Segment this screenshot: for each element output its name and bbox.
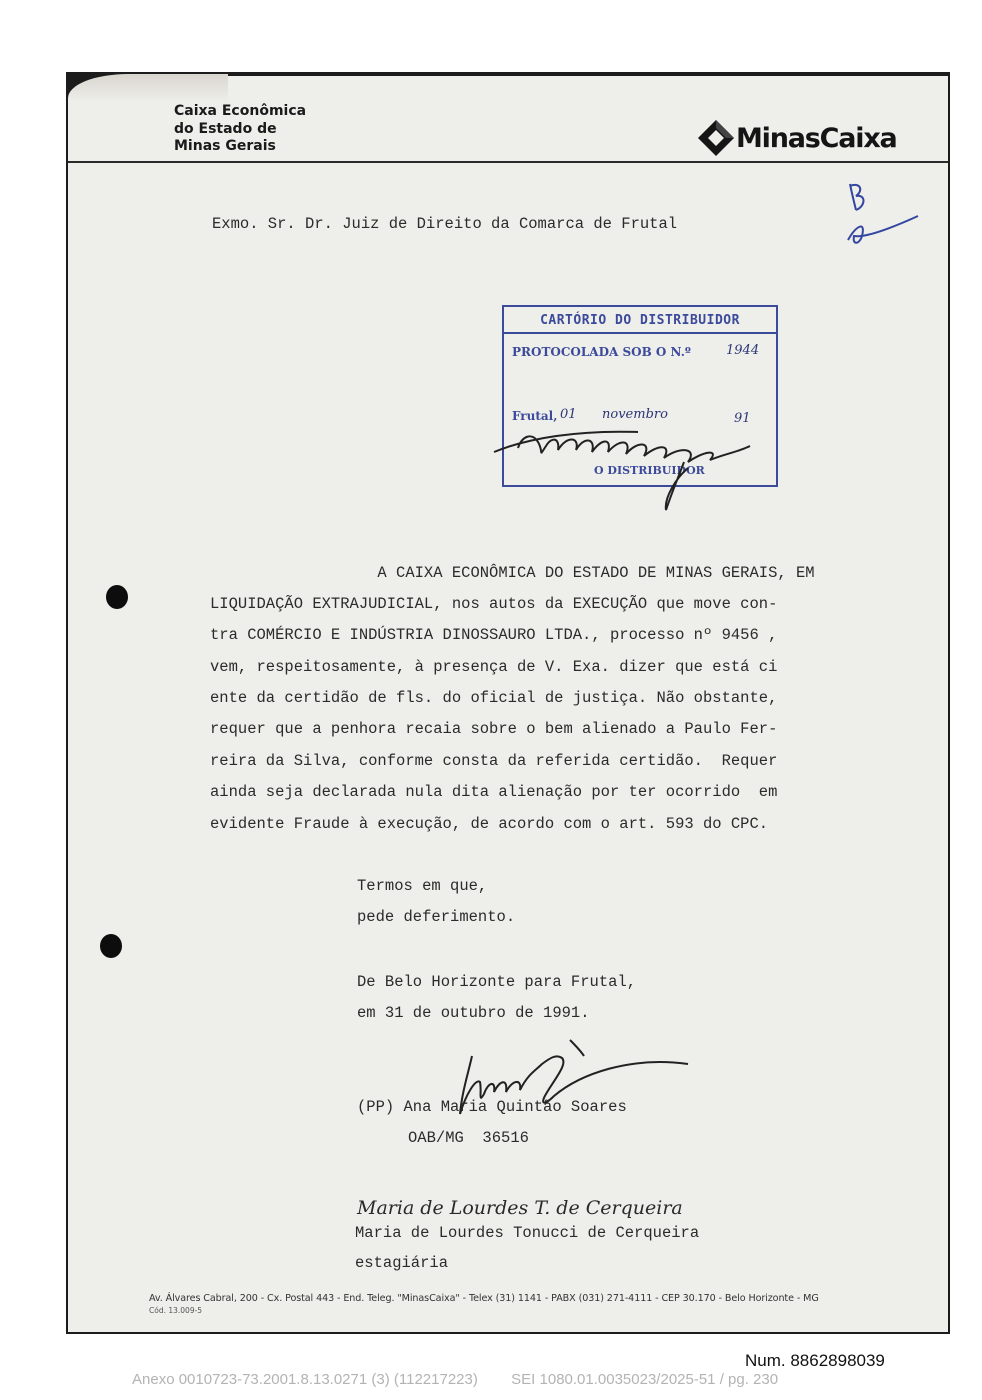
stamp-place: Frutal, [512, 409, 558, 423]
stamp-protocol-label: PROTOCOLADA SOB O N.º [512, 345, 691, 359]
body-line-4: vem, respeitosamente, à presença de V. Exa. dizer que está ci [210, 658, 778, 676]
letterhead-institution: Caixa Econômica do Estado de Minas Gerais [174, 103, 307, 154]
body-line-8: ainda seja declarada nula dita alienação por ter ocorrido em [210, 783, 778, 801]
punch-hole-top [106, 585, 128, 609]
stamp-date-year: 91 [734, 411, 751, 426]
body-line-2: LIQUIDAÇÃO EXTRAJUDICIAL, nos autos da EXECUÇÃO que move con- [210, 595, 778, 613]
paper-fold [68, 74, 228, 102]
stamp-date-month: novembro [602, 407, 668, 422]
closing-line-2: pede deferimento. [357, 908, 516, 926]
signatory1-name: (PP) Ana Maria Quintão Soares [357, 1098, 627, 1116]
annex-reference: Anexo 0010723-73.2001.8.13.0271 (3) (112217223) SEI 1080.01.0035023/2025-51 / pg. 230 [132, 1371, 779, 1388]
margin-handwritten-mark [836, 180, 926, 250]
stamp-protocol-number: 1944 [726, 343, 760, 358]
addressee-line: Exmo. Sr. Dr. Juiz de Direito da Comarca de Frutal [212, 215, 678, 233]
stamp-footer: O DISTRIBUIDOR [594, 464, 705, 477]
body-line-9: evidente Fraude à execução, de acordo com o art. 593 do CPC. [210, 815, 769, 833]
stamp-title: CARTÓRIO DO DISTRIBUIDOR [504, 313, 776, 334]
closing-place: De Belo Horizonte para Frutal, [357, 973, 637, 991]
signatory2-name: Maria de Lourdes Tonucci de Cerqueira [355, 1224, 700, 1242]
body-line-5: ente da certidão de fls. do oficial de justiça. Não obstante, [210, 689, 778, 707]
header-rule [68, 161, 948, 163]
logo-text: MinasCaixa [736, 122, 897, 154]
logo [698, 118, 928, 158]
punch-hole-bottom [100, 934, 122, 958]
signatory1-registration: OAB/MG 36516 [408, 1129, 529, 1147]
closing-line-1: Termos em que, [357, 877, 488, 895]
body-line-6: requer que a penhora recaia sobre o bem alienado a Paulo Fer- [210, 720, 778, 738]
footer-address: Av. Álvares Cabral, 200 - Cx. Postal 443 - End. Teleg. "MinasCaixa" - Telex (31) 1141 - PABX (031) 271-4111 - CEP 30.170 - Belo Horizonte - MG [149, 1293, 819, 1304]
body-line-3: tra COMÉRCIO E INDÚSTRIA DINOSSAURO LTDA., processo nº 9456 , [210, 626, 778, 644]
footer-code: Cód. 13.009-5 [149, 1306, 203, 1315]
minascaixa-diamond-icon [698, 120, 738, 156]
stamp-date-day: 01 [560, 407, 577, 422]
signatory2-role: estagiária [355, 1254, 449, 1272]
closing-date: em 31 de outubro de 1991. [357, 1004, 590, 1022]
body-line-7: reira da Silva, conforme consta da referida certidão. Requer [210, 752, 778, 770]
body-line-1: A CAIXA ECONÔMICA DO ESTADO DE MINAS GERAIS, EM [210, 564, 815, 582]
document-number: Num. 8862898039 [745, 1351, 885, 1370]
distributor-signature [488, 408, 778, 520]
signatory2-handwritten: Maria de Lourdes T. de Cerqueira [357, 1197, 683, 1219]
